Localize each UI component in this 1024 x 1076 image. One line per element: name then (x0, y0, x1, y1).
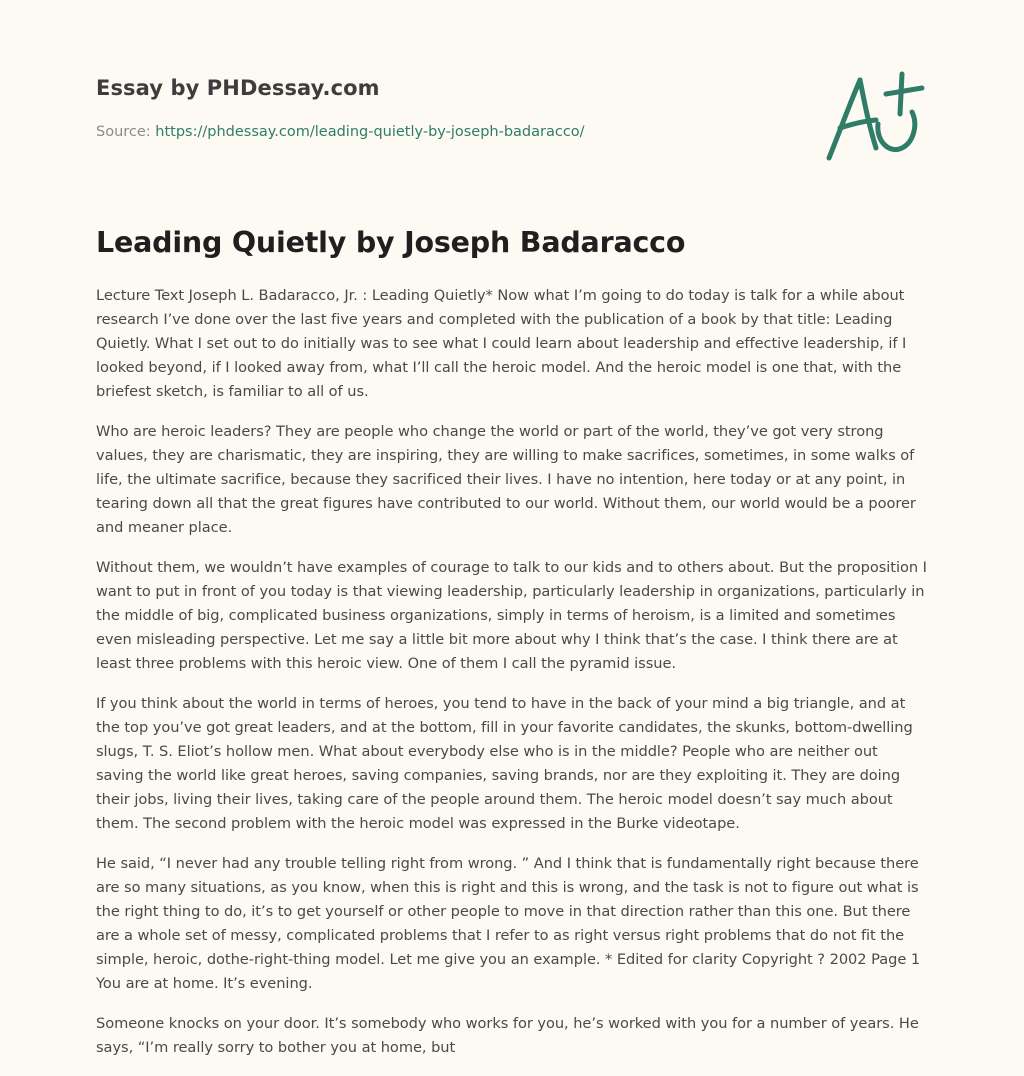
article-body (96, 284, 928, 1076)
paragraph: Lecture Text Joseph L. Badaracco, Jr. : Leading Quietly* Now what I’m going to do today is talk for a while about research I’ve done over the last five years and completed with the publication of a book by that title: Leading Quietly. What I set out to do initially was to see what I could learn about leadership and effective leadership, if I looked beyond, if I looked away from, what I’ll call the heroic model. And the heroic model is one that, with the briefest sketch, is familiar to all of us. (96, 287, 907, 400)
source-link[interactable]: https://phdessay.com/leading-quietly-by-joseph-badaracco/ (155, 124, 585, 140)
site-title: Essay by PHDessay.com (96, 76, 380, 100)
paragraph: Without them, we wouldn’t have examples of courage to talk to our kids and to others about. But the proposition I want to put in front of you today is that viewing leadership, particularly leadership in organizations, particularly in the middle of big, complicated business organizations, simply in terms of heroism, is a limited and sometimes even misleading perspective. Let me say a little bit more about why I think that’s the case. I think there are at least three problems with this heroic view. One of them I call the pyramid issue. (96, 559, 927, 672)
a-plus-grade-icon (820, 66, 930, 166)
paragraph: He said, “I never had any trouble telling right from wrong. ” And I think that is fundamentally right because there are so many situations, as you know, when this is right and this is wrong, and the task is not to figure out what is the right thing to do, it’s to get yourself or other people to move in that direction rather than this one. But there are a whole set of messy, complicated problems that I refer to as right versus right problems that do not fit the simple, heroic, dothe-right-thing model. Let me give you an example. * Edited for clarity Copyright ? 2002 Page 1 You are at home. It’s evening. (96, 855, 921, 992)
site-header (96, 76, 936, 100)
paragraph: If you think about the world in terms of heroes, you tend to have in the back of your mind a big triangle, and at the top you’ve got great leaders, and at the bottom, fill in your favorite candidates, the skunks, bottom-dwelling slugs, T. S. Eliot’s hollow men. What about everybody else who is in the middle? People who are neither out saving the world like great heroes, saving companies, saving brands, nor are they exploiting it. They are doing their jobs, living their lives, taking care of the people around them. The heroic model doesn’t say much about them. The second problem with the heroic model was expressed in the Burke videotape. (96, 695, 913, 832)
source-label: Source: (96, 124, 151, 140)
paragraph: Who are heroic leaders? They are people who change the world or part of the world, they’ve got very strong values, they are charismatic, they are inspiring, they are willing to make sacrifices, sometimes, in some walks of life, the ultimate sacrifice, because they sacrificed their lives. I have no intention, here today or at any point, in tearing down all that the great figures have contributed to our world. Without them, our world would be a poorer and meaner place. (96, 423, 916, 536)
source-line (96, 124, 585, 140)
paragraph: Someone knocks on your door. It’s somebody who works for you, he’s worked with you for a number of years. He says, “I’m really sorry to bother you at home, but (96, 1015, 919, 1056)
article-title: Leading Quietly by Joseph Badaracco (96, 226, 686, 259)
